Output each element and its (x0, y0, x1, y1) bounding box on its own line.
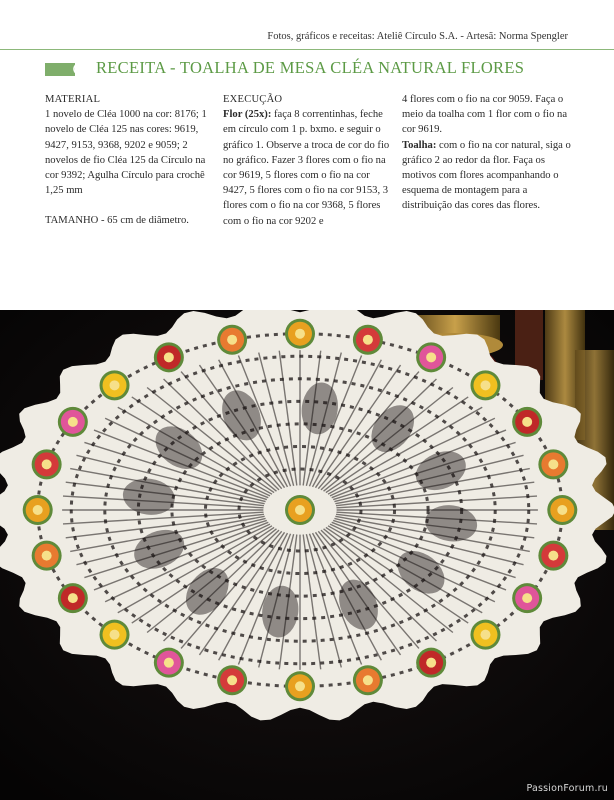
tablecloth-text: com o fio na cor natural, siga o gráfico 2 ao redor da flor. Faça os motivos com flores acompanhando o esquema de montagem para a distribuição das cores das flores. (402, 139, 571, 212)
flower-motif-center (557, 505, 567, 515)
flower-motif-center (42, 459, 52, 469)
execution-column (223, 92, 393, 229)
tablecloth-label: Toalha: (402, 139, 437, 151)
size-text: TAMANHO - 65 cm de diâmetro. (45, 215, 189, 227)
leaf-ornament-icon (72, 60, 94, 78)
flower-motif-center (68, 593, 78, 603)
material-column (45, 92, 215, 229)
flower-motif-center (522, 417, 532, 427)
flower-motif-center (227, 675, 237, 685)
flower-motif-center (227, 335, 237, 345)
page-title: RECEITA - TOALHA DE MESA CLÉA NATURAL FLORES (96, 58, 525, 77)
flower-motif-center (363, 335, 373, 345)
flower-motif-center (110, 380, 120, 390)
flower-motif-center (363, 675, 373, 685)
title-bar (45, 63, 75, 76)
flower-motif-center (480, 380, 490, 390)
tablecloth-instructions (402, 138, 578, 214)
flower-motif-center (548, 551, 558, 561)
material-heading: MATERIAL (45, 94, 101, 105)
doily-photo (0, 310, 614, 800)
credits-line: Fotos, gráficos e receitas: Ateliê Círculo S.A. - Artesã: Norma Spengler (267, 31, 568, 42)
continuation-column (402, 92, 578, 214)
flower-instructions (223, 107, 393, 229)
header-rule (0, 49, 614, 50)
flower-motif-center (164, 352, 174, 362)
continuation-text: 4 flores com o fio na cor 9059. Faça o meio da toalha com 1 flor com o fio na cor 9619. (402, 94, 568, 136)
flower-motif-center (164, 658, 174, 668)
flower-motif-center (33, 505, 43, 515)
center-flower-center (295, 505, 305, 515)
flower-motif-center (426, 352, 436, 362)
flower-motif-center (110, 630, 120, 640)
flower-motif-center (295, 681, 305, 691)
flower-motif-center (68, 417, 78, 427)
material-text: 1 novelo de Cléa 1000 na cor: 8176; 1 novelo de Cléa 125 nas cores: 9619, 9427, 9153, 9368, 9202 e 9059; 2 novelos de fio Cléa 125 da Círculo na cor 9392; Agulha Círculo para crochê 1,25 mm (45, 109, 207, 197)
execution-heading: EXECUÇÃO (223, 94, 283, 105)
flower-text: faça 8 correntinhas, feche em círculo com 1 p. bxmo. e seguir o gráfico 1. Observe a troca de cor do fio no gráfico. Fazer 3 flores com o fio na cor 9619, 5 flores com o fio na cor 9427, 5 flores com o fio na cor 9153, 3 flores com o fio na cor 9368, 5 flores com o fio na cor 9202 e (223, 109, 390, 227)
watermark: PassionForum.ru (526, 783, 608, 794)
flower-motif-center (480, 630, 490, 640)
flower-motif-center (426, 658, 436, 668)
flower-motif-center (42, 551, 52, 561)
doily-illustration (0, 310, 614, 800)
flower-motif-center (522, 593, 532, 603)
flower-motif-center (548, 459, 558, 469)
flower-label: Flor (25x): (223, 109, 272, 121)
flower-motif-center (295, 329, 305, 339)
